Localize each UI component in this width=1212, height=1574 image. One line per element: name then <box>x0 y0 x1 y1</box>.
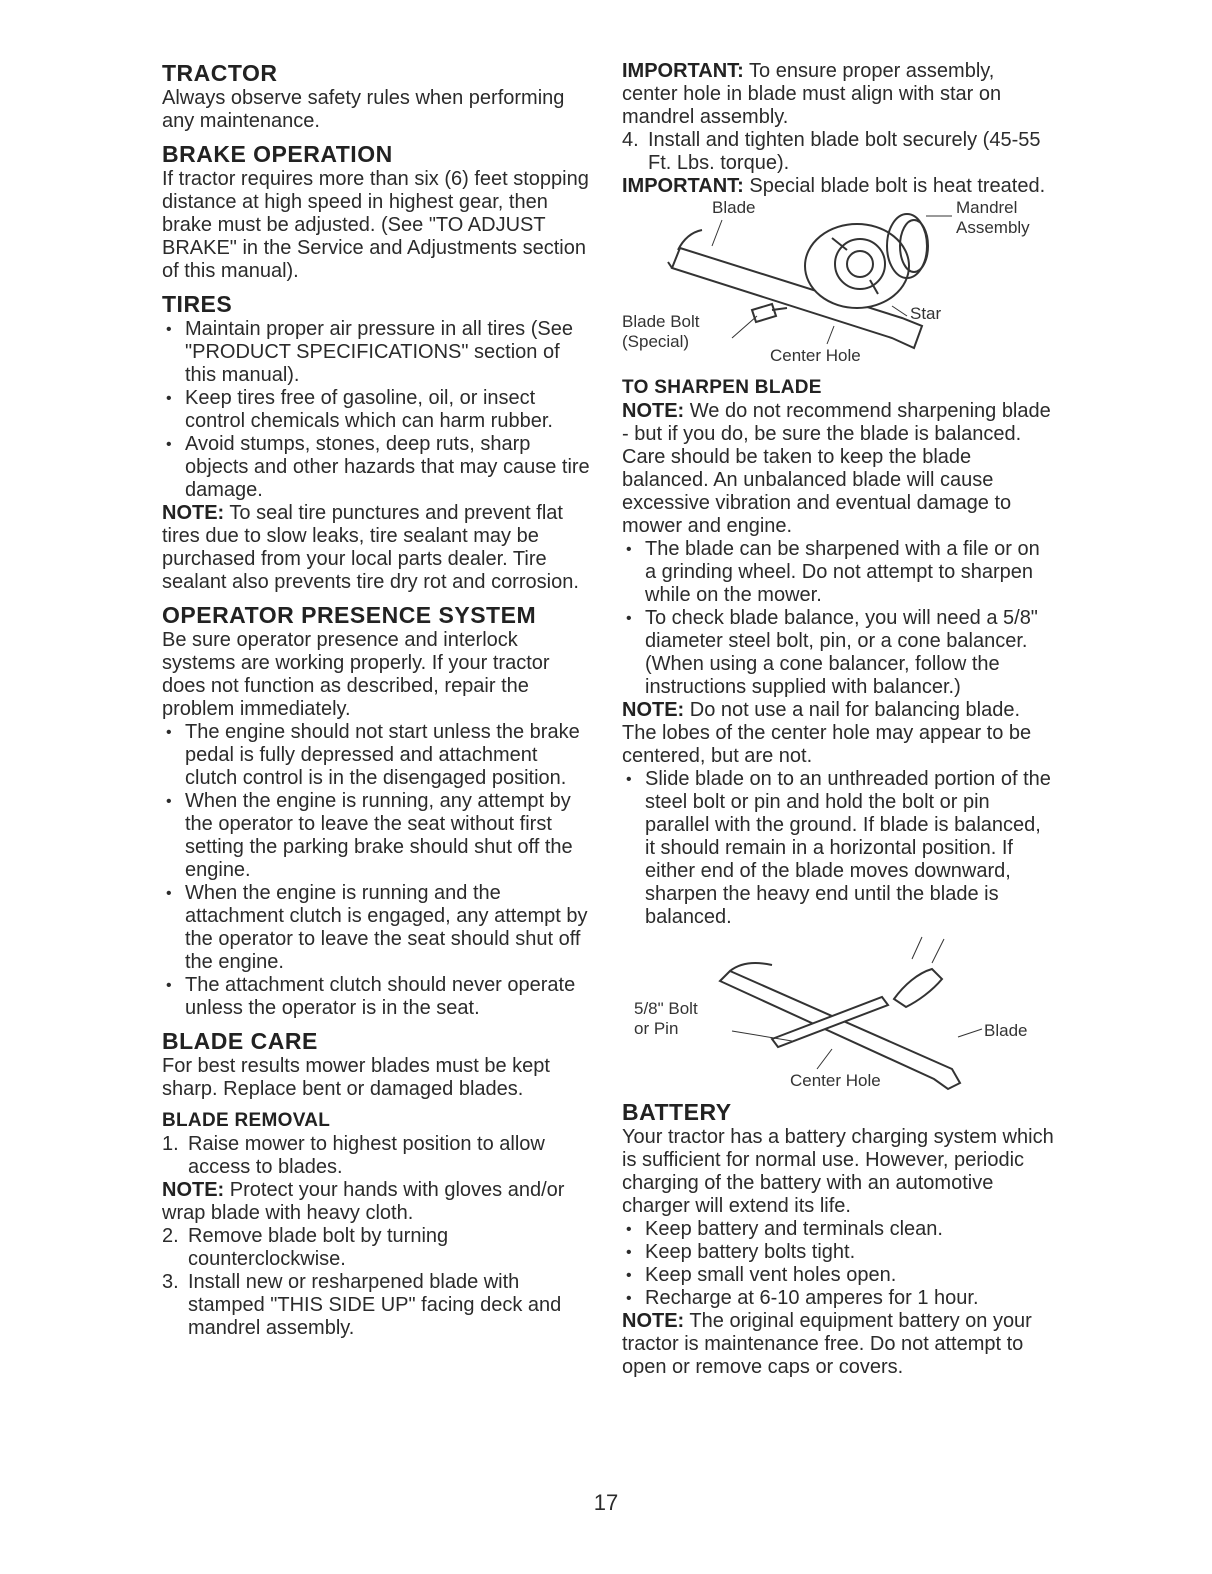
note-label: NOTE: <box>622 699 685 721</box>
list-item: • To check blade balance, you will need a 5/8" diameter steel bolt, pin, or a cone balancer. (When using a cone balancer, follow the instructions supplied with balancer.) <box>622 607 1054 699</box>
note-text: Protect your hands with gloves and/or wrap blade with heavy cloth. <box>162 1179 565 1224</box>
ops-heading: OPERATOR PRESENCE SYSTEM <box>162 602 537 628</box>
sharpen-list-2 <box>622 768 1054 929</box>
sharpen-heading: TO SHARPEN BLADE <box>622 377 822 398</box>
fig1-mandrel-label: Mandrel <box>956 198 1018 217</box>
list-item: • The engine should not start unless the brake pedal is fully depressed and attachment clutch control is in the disengaged position. <box>162 721 590 790</box>
sharpen-note-1: NOTE: We do not recommend sharpening blade - but if you do, be sure the blade is balanced. <box>622 400 1051 445</box>
important-1: IMPORTANT: To ensure proper assembly, center hole in blade must align with star on mandrel assembly. <box>622 60 1002 128</box>
list-item: • The blade can be sharpened with a file or on a grinding wheel. Do not attempt to sharpen while on the mower. <box>622 538 1054 607</box>
important-2: IMPORTANT: Special blade bolt is heat treated. <box>622 175 1046 197</box>
fig1-star-label: Star <box>910 304 942 323</box>
battery-body: Your tractor has a battery charging system which is sufficient for normal use. However, periodic charging of the battery with an automotive charger will extend its life. <box>622 1126 1054 1217</box>
brake-heading: BRAKE OPERATION <box>162 141 393 167</box>
fig2-center-hole-label: Center Hole <box>790 1071 881 1090</box>
tires-note <box>162 502 590 594</box>
page-number: 17 <box>593 1490 619 1515</box>
step-3: 3. Install new or resharpened blade with stamped "THIS SIDE UP" facing deck and mandrel assembly. <box>162 1271 562 1339</box>
tires-list <box>162 318 590 502</box>
step-2: 2. Remove blade bolt by turning counterclockwise. <box>162 1225 449 1270</box>
note-label: NOTE: <box>622 1310 685 1332</box>
ops-list <box>162 721 590 1020</box>
important-label: IMPORTANT: <box>622 60 744 82</box>
brake-body: If tractor requires more than six (6) feet stopping distance at high speed in highest gear, then brake must be adjusted. (See "TO ADJUST BRAKE" in the Service and Adjustments section of this manual). <box>162 168 589 282</box>
fig2-pin-label: or Pin <box>634 1019 679 1038</box>
list-item: • Keep battery bolts tight. <box>622 1241 1054 1264</box>
fig1-center-hole-label: Center Hole <box>770 346 861 365</box>
sharpen-body: Care should be taken to keep the blade balanced. An unbalanced blade will cause excessive vibration and eventual damage to mower and engine. <box>622 446 1012 537</box>
sharpen-list <box>622 538 1054 699</box>
step-1: 1. Raise mower to highest position to allow access to blades. <box>162 1133 545 1178</box>
sharpen-note-2: NOTE: Do not use a nail for balancing blade. The lobes of the center hole may appear to be centered, but are not. <box>622 699 1032 767</box>
tractor-body: Always observe safety rules when performing any maintenance. <box>162 87 565 132</box>
left-column <box>162 60 590 1340</box>
list-item: • Recharge at 6-10 amperes for 1 hour. <box>622 1287 1054 1310</box>
fig1-blade-label: Blade <box>712 198 756 217</box>
note-label: NOTE: <box>162 1179 225 1201</box>
list-item: • Keep tires free of gasoline, oil, or insect control chemicals which can harm rubber. <box>162 387 590 433</box>
list-item: • The attachment clutch should never operate unless the operator is in the seat. <box>162 974 590 1020</box>
tires-heading: TIRES <box>162 291 233 317</box>
step-4: 4. Install and tighten blade bolt securely (45-55 Ft. Lbs. torque). <box>622 129 1041 174</box>
ops-body: Be sure operator presence and interlock systems are working properly. If your tractor does not function as described, repair the problem immediately. <box>162 629 550 720</box>
tractor-heading: TRACTOR <box>162 60 278 86</box>
important-label: IMPORTANT: <box>622 175 744 197</box>
battery-note: NOTE: The original equipment battery on your tractor is maintenance free. Do not attempt to open or remove caps or covers. <box>622 1310 1032 1378</box>
blade-removal-heading: BLADE REMOVAL <box>162 1110 331 1131</box>
blade-care-body: For best results mower blades must be kept sharp. Replace bent or damaged blades. <box>162 1055 550 1100</box>
blade-removal-note <box>162 1179 590 1225</box>
list-item: • Slide blade on to an unthreaded portion of the steel bolt or pin and hold the bolt or pin parallel with the ground. If blade is balanced, it should remain in a horizontal position. If either end of the blade moves downward, sharpen the heavy end until the blade is balanced. <box>622 768 1054 929</box>
fig2-blade-label: Blade <box>984 1021 1028 1040</box>
fig2-bolt-label: 5/8" Bolt <box>634 999 698 1018</box>
right-column <box>622 60 1054 1379</box>
list-item: • Avoid stumps, stones, deep ruts, sharp objects and other hazards that may cause tire damage. <box>162 433 590 502</box>
blade-mandrel-figure <box>622 198 1054 376</box>
list-item: • Maintain proper air pressure in all tires (See "PRODUCT SPECIFICATIONS" section of this manual). <box>162 318 590 387</box>
battery-list <box>622 1218 1054 1310</box>
list-item: • Keep battery and terminals clean. <box>622 1218 1054 1241</box>
battery-heading: BATTERY <box>622 1099 732 1125</box>
list-item: • Keep small vent holes open. <box>622 1264 1054 1287</box>
fig1-bolt-label: Blade Bolt <box>622 312 700 331</box>
list-item: • When the engine is running, any attempt by the operator to leave the seat without first setting the parking brake should shut off the engine. <box>162 790 590 882</box>
note-text: To seal tire punctures and prevent flat tires due to slow leaks, tire sealant may be purchased from your local parts dealer. Tire sealant also prevents tire dry rot and corrosion. <box>162 502 579 593</box>
fig1-assembly-label: Assembly <box>956 218 1030 237</box>
note-label: NOTE: <box>162 502 225 524</box>
blade-balance-figure <box>622 929 1054 1099</box>
note-label: NOTE: <box>622 400 685 422</box>
blade-care-heading: BLADE CARE <box>162 1028 318 1054</box>
fig1-special-label: (Special) <box>622 332 690 351</box>
list-item: • When the engine is running and the attachment clutch is engaged, any attempt by the operator to leave the seat should shut off the engine. <box>162 882 590 974</box>
